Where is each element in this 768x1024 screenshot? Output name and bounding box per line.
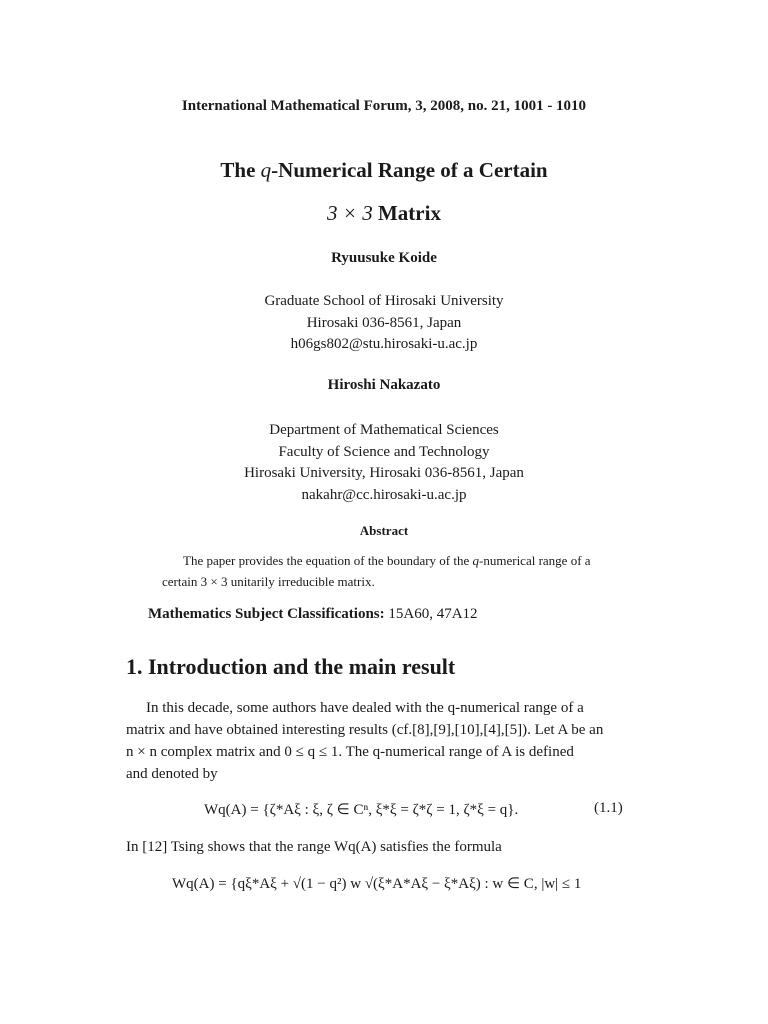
author-name-2: Hiroshi Nakazato (327, 377, 441, 393)
affiliation-line: Hirosaki University, Hirosaki 036-8561, Japan (244, 465, 524, 481)
paragraph-line: and denoted by (126, 766, 218, 782)
tsing-sentence: In [12] Tsing shows that the range Wq(A) satisfies the formula (126, 839, 502, 855)
title-text-suffix: -Numerical Range of a Certain (271, 158, 548, 182)
affiliation-line: Graduate School of Hirosaki University (264, 293, 504, 309)
paragraph-line: n × n complex matrix and 0 ≤ q ≤ 1. The q-numerical range of A is defined (126, 744, 574, 760)
affiliation-line: Hirosaki 036-8561, Japan (306, 314, 462, 331)
author-email[interactable]: nakahr@cc.hirosaki-u.ac.jp (301, 486, 467, 503)
title-variable: q (260, 158, 272, 182)
author-email[interactable]: h06gs802@stu.hirosaki-u.ac.jp (290, 336, 478, 352)
equation-number: (1.1) (594, 800, 623, 816)
title-text-prefix: The (220, 158, 261, 182)
abstract-body (162, 550, 602, 592)
journal-header: International Mathematical Forum, 3, 2008, no. 21, 1001 - 1010 (181, 98, 587, 114)
paragraph-line: In this decade, some authors have dealed with the q-numerical range of a (146, 700, 584, 716)
msc-codes: 15A60, 47A12 (384, 606, 478, 622)
equation-tsing-formula: Wq(A) = {qξ*Aξ + √(1 − q²) w √(ξ*A*Aξ − ξ*Aξ) : w ∈ C, |w| ≤ 1 (172, 876, 582, 892)
equation-1-1: Wq(A) = {ζ*Aξ : ξ, ζ ∈ Cⁿ, ξ*ξ = ζ*ζ = 1, ζ*ξ = q}. (204, 802, 519, 818)
affiliation-line: Faculty of Science and Technology (278, 443, 490, 460)
title-math: 3 × 3 (327, 201, 373, 225)
abstract-text-b: -numerical range of a certain 3 × 3 unitarily irreducible matrix. (162, 553, 591, 589)
intro-paragraph (126, 697, 624, 785)
msc-line (148, 606, 478, 623)
abstract-variable: q (472, 553, 480, 568)
author-affiliation-2 (0, 420, 768, 506)
author-affiliation-1 (0, 291, 768, 356)
abstract-text-a: The paper provides the equation of the boundary of the (183, 553, 473, 568)
paragraph-line: matrix and have obtained interesting results (cf.[8],[9],[10],[4],[5]). Let A be an (126, 722, 604, 738)
paper-title-line-1 (0, 158, 768, 183)
affiliation-line: Department of Mathematical Sciences (269, 422, 499, 438)
section-heading: 1. Introduction and the main result (126, 654, 456, 679)
paper-title-line-2 (0, 201, 768, 226)
abstract-heading: Abstract (359, 523, 409, 538)
author-name-1: Ryuusuke Koide (331, 250, 437, 266)
msc-label: Mathematics Subject Classifications: (148, 606, 385, 622)
title-word: Matrix (372, 201, 441, 225)
